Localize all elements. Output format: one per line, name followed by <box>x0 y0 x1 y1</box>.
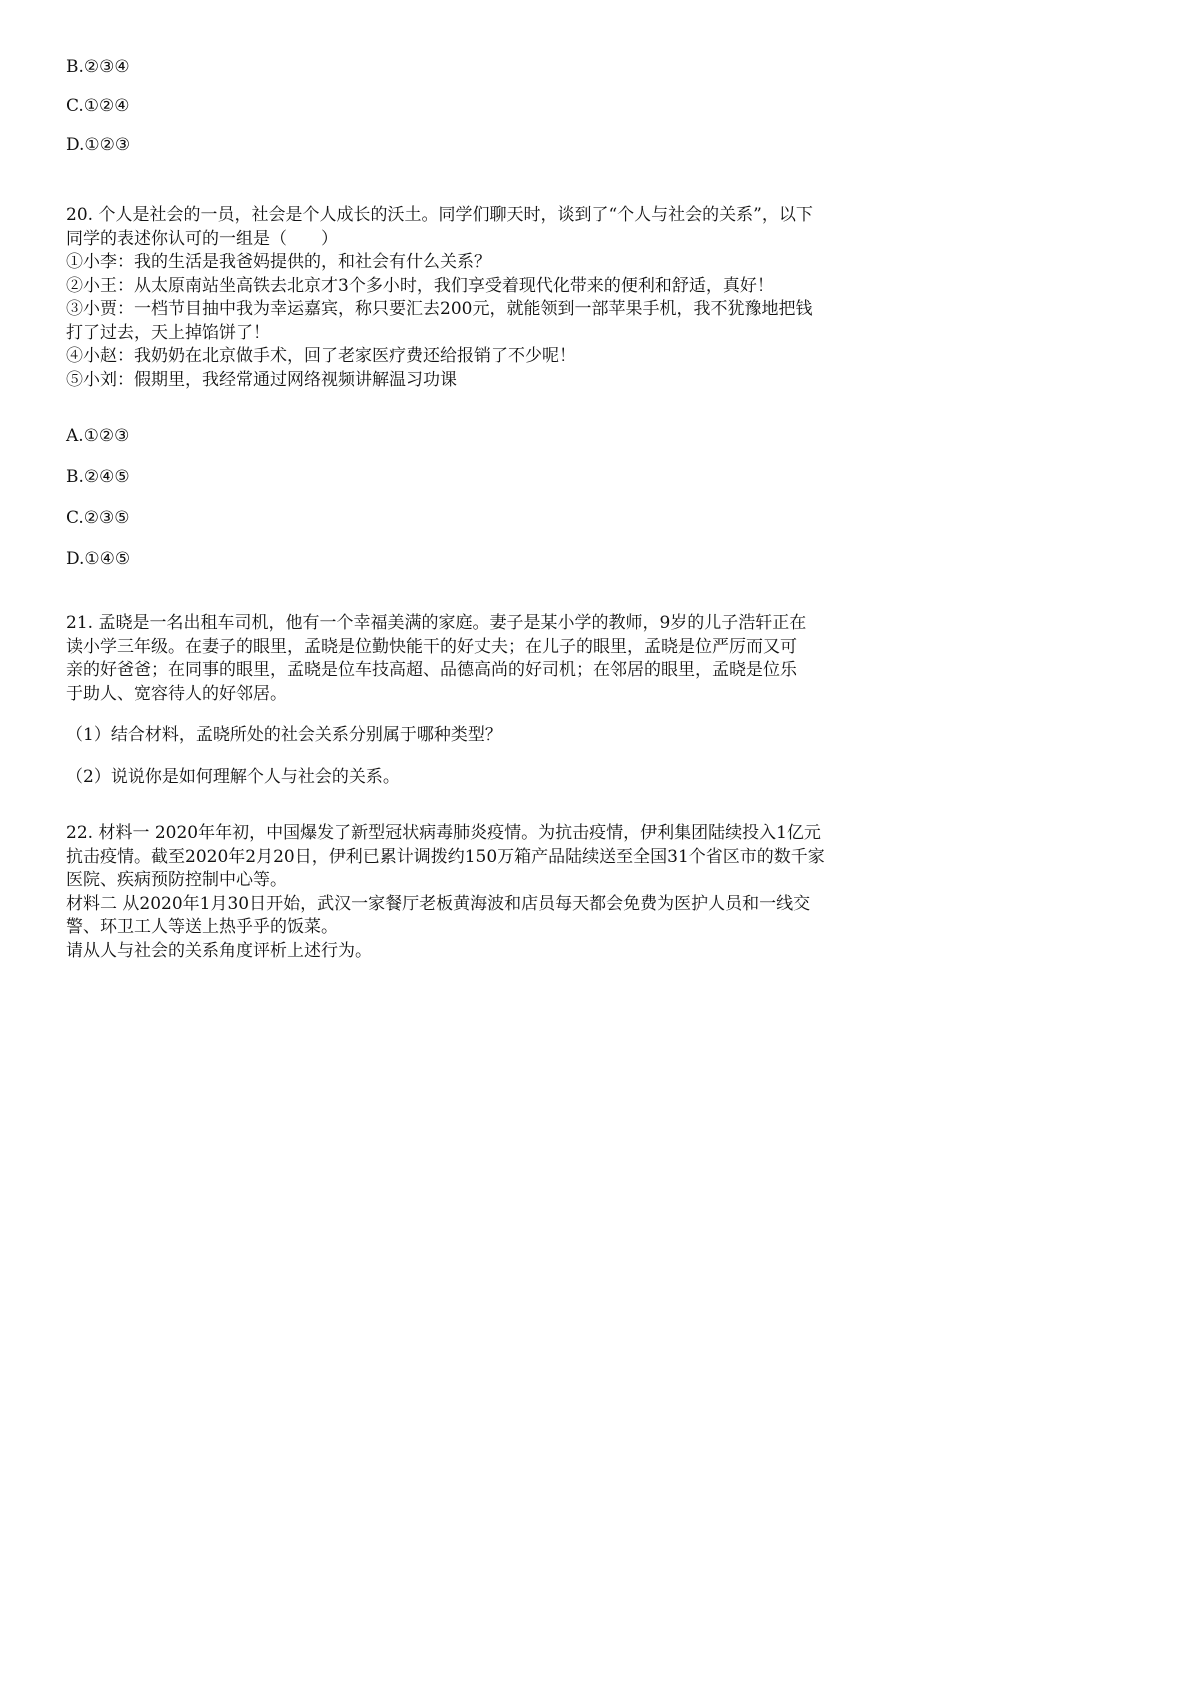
question-21 <box>66 612 926 706</box>
q22-line: 抗击疫情。截至2020年2月20日，伊利已累计调拨约150万箱产品陆续送至全国31个省区市的数千家 <box>66 846 825 867</box>
q22-line: 警、环卫工人等送上热乎乎的饭菜。 <box>66 917 338 937</box>
question-22 <box>66 822 926 963</box>
q22-line: 医院、疾病预防控制中心等。 <box>66 870 287 890</box>
q20-statement: ⑤小刘：假期里，我经常通过网络视频讲解温习功课 <box>66 369 457 390</box>
q21-stem-line: 读小学三年级。在妻子的眼里，孟晓是位勤快能干的好丈夫；在儿子的眼里，孟晓是位严厉而又可 <box>66 636 797 657</box>
q22-line: 材料二 从2020年1月30日开始，武汉一家餐厅老板黄海波和店员每天都会免费为医护人员和一线交 <box>66 893 811 914</box>
q20-option-d: D.①④⑤ <box>66 549 131 569</box>
q20-option-a: A.①②③ <box>66 426 130 446</box>
q21-stem-line: 21. 孟晓是一名出租车司机，他有一个幸福美满的家庭。妻子是某小学的教师，9岁的儿子浩轩正在 <box>66 613 807 633</box>
prev-option-d: D.①②③ <box>66 135 131 155</box>
question-20 <box>66 204 926 392</box>
q20-option-b: B.②④⑤ <box>66 467 130 487</box>
q21-subquestion-2: （2）说说你是如何理解个人与社会的关系。 <box>66 767 400 787</box>
q22-line: 请从人与社会的关系角度评析上述行为。 <box>66 940 372 961</box>
q21-stem-line: 于助人、宽容待人的好邻居。 <box>66 683 287 704</box>
q20-stem-line: 20. 个人是社会的一员，社会是个人成长的沃土。同学们聊天时，谈到了“个人与社会的关系”，以下 <box>66 205 813 225</box>
q20-statement: ①小李：我的生活是我爸妈提供的，和社会有什么关系？ <box>66 252 491 272</box>
prev-option-c: C.①②④ <box>66 96 130 116</box>
q20-option-c: C.②③⑤ <box>66 508 130 528</box>
q20-statement: ②小王：从太原南站坐高铁去北京才3个多小时，我们享受着现代化带来的便利和舒适，真好！ <box>66 275 774 296</box>
q20-statement: 打了过去，天上掉馅饼了！ <box>66 322 270 343</box>
q20-stem-line: 同学的表述你认可的一组是（ ） <box>66 228 338 249</box>
q21-subquestion-1: （1）结合材料，孟晓所处的社会关系分别属于哪种类型？ <box>66 725 502 745</box>
prev-option-b: B.②③④ <box>66 57 130 77</box>
q21-stem-line: 亲的好爸爸；在同事的眼里，孟晓是位车技高超、品德高尚的好司机；在邻居的眼里，孟晓是位乐 <box>66 660 797 680</box>
q22-line: 22. 材料一 2020年年初，中国爆发了新型冠状病毒肺炎疫情。为抗击疫情，伊利集团陆续投入1亿元 <box>66 823 821 843</box>
q20-statement: ③小贾：一档节目抽中我为幸运嘉宾，称只要汇去200元，就能领到一部苹果手机，我不犹豫地把钱 <box>66 299 813 319</box>
q20-statement: ④小赵：我奶奶在北京做手术，回了老家医疗费还给报销了不少呢！ <box>66 346 576 366</box>
